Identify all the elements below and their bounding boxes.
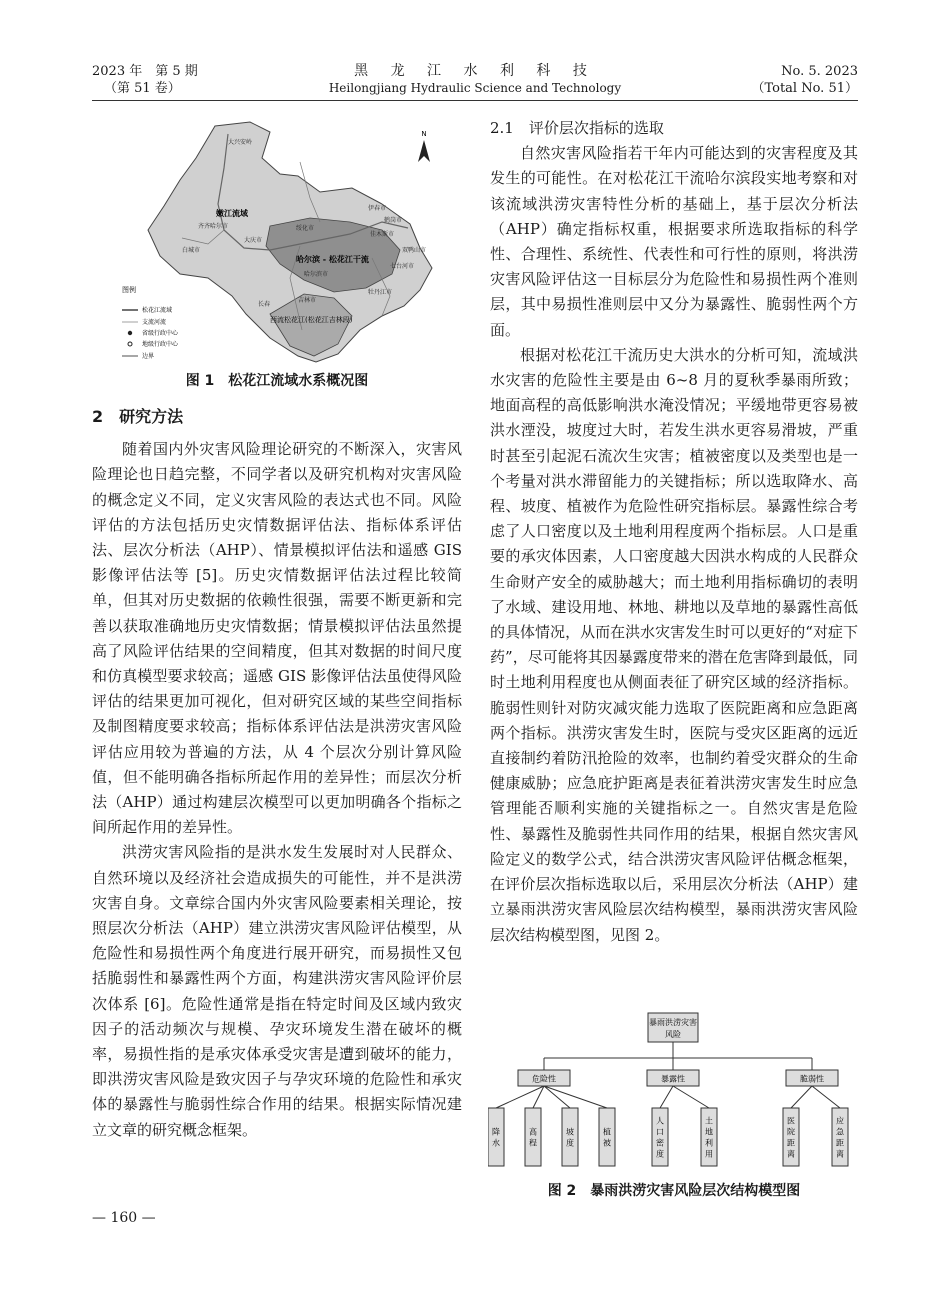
figure1-caption: 图 1 松花江流域水系概况图 — [185, 373, 369, 389]
section-2 — [92, 404, 462, 1143]
city-label: 白城市 — [182, 247, 201, 254]
indicator-label: 坡度 — [566, 1127, 574, 1148]
page-number: — 160 — — [92, 1210, 156, 1226]
issue-year: 2023 年 第 5 期 — [92, 64, 198, 79]
city-label: 哈尔滨市 — [304, 271, 329, 278]
issue-volume: （第 51 卷） — [104, 81, 181, 96]
indicator-label: 土地利用 — [705, 1116, 713, 1159]
criteria-label: 危险性 — [532, 1074, 556, 1084]
issue-number: No. 5. 2023 — [781, 64, 858, 79]
region-label-nenjiang: 嫩江流域 — [216, 209, 248, 218]
city-label: 齐齐哈尔市 — [198, 223, 229, 230]
figure2-caption: 图 2 暴雨洪涝灾害风险层次结构模型图 — [547, 1183, 801, 1199]
north-arrow — [418, 130, 430, 162]
indicator-node — [599, 1108, 615, 1166]
legend-item: 边界 — [142, 353, 155, 360]
section-2-1-paragraph-2: 根据对松花江干流历史大洪水的分析可知，流域洪水灾害的危险性主要是由 6~8 月的夏秋季暴雨所致；地面高程的高低影响洪水淹没情况；平缓地带更容易被洪水湮没，坡度过大时，若发生洪水更容易滑坡，严重时甚至引起泥石流次生灾害；植被密度以及类型也是一个考量对洪水滞留能力的关键指标；所以选取降水、高程、坡度、植被作为危险性研究指标层。暴露性综合考虑了人口密度以及土地利用程度两个指标层。人口是重要的承灾体因素，人口密度越大因洪水构成的人民群众生命财产安全的威胁越大；而土地利用指标确切的表明了水域、建设用地、林地、耕地以及草地的暴露性高低的具体情况，从而在洪水灾害发生时可以更好的“对症下药”，尽可能将其因暴露度带来的潜在危害降到最低，同时土地利用程度也从侧面表征了研究区域的经济指标。脆弱性则针对防灾减灾能力选取了医院距离和应急距离两个指标。洪涝灾害发生时，医院与受灾区距离的远近直接制约着防汛抢险的效率，也制约着受灾群众的生命健康威胁；应急庇护距离是表征着洪涝灾害发生时应急管理能否顺利实施的关键指标之一。自然灾害是危险性、暴露性及脆弱性共同作用的结果，根据自然灾害风险定义的数学公式，结合洪涝灾害风险评估概念框架，在评价层次指标选取以后，采用层次分析法（AHP）建立暴雨洪涝灾害风险层次结构模型，暴雨洪涝灾害风险层次结构模型图，见图 2。 — [490, 345, 858, 944]
city-label: 七台河市 — [390, 263, 415, 270]
indicator-label: 植被 — [603, 1127, 611, 1148]
criteria-label: 暴露性 — [661, 1074, 685, 1084]
city-label: 大兴安岭 — [228, 139, 253, 146]
legend-title: 图例 — [122, 286, 136, 294]
indicator-node — [488, 1108, 504, 1166]
legend-item: 支流河流 — [142, 319, 167, 326]
root-label: 风险 — [665, 1030, 681, 1039]
city-label: 鹤岗市 — [384, 217, 403, 224]
city-label: 双鸭山市 — [402, 247, 427, 254]
journal-title-en: Heilongjiang Hydraulic Science and Technology — [328, 81, 622, 95]
section-2-paragraph-2: 洪涝灾害风险指的是洪水发生发展时对人民群众、自然环境以及经济社会造成损失的可能性，并不是洪涝灾害自身。文章综合国内外灾害风险要素相关理论，按照层次分析法（AHP）建立洪涝灾害风险评估模型，从危险性和易损性两个角度进行展开研究，而易损性又包括脆弱性和暴露性两个方面，构建洪涝灾害风险评价层次体系 [6]。危险性通常是指在特定时间及区域内致灾因子的活动频次与规模、孕灾环境发生潜在破坏的概率，易损性指的是承灾体承受灾害是遭到破坏的能力，即洪涝灾害风险是致灾因子与孕灾环境的危险性和承灾体的暴露性与脆弱性综合作用的结果。根据实际情况建立文章的研究概念框架。 — [92, 843, 462, 1139]
journal-number — [751, 63, 858, 97]
section-2-1 — [490, 116, 858, 948]
legend-item: 松花江流域 — [142, 307, 173, 314]
city-label: 长春 — [258, 301, 271, 308]
city-label: 大庆市 — [244, 237, 263, 244]
city-label: 吉林市 — [298, 297, 317, 304]
indicator-label: 高程 — [529, 1127, 537, 1148]
header-rule — [92, 100, 858, 101]
section-2-1-paragraph-1: 自然灾害风险指若干年内可能达到的灾害程度及其发生的可能性。在对松花江干流哈尔滨段实地考察和对该流域洪涝灾害特性分析的基础上，基于层次分析法（AHP）确定指标权重，根据要求所选取指标的科学性、合理性、系统性、代表性和可行性的原则，将洪涝灾害风险评估这一目标层分为危险性和易损性两个准则层，其中易损性准则层中又分为暴露性、脆弱性两个方面。 — [490, 144, 858, 339]
city-label: 绥化市 — [296, 225, 315, 232]
legend-item: 地级行政中心 — [142, 341, 179, 348]
indicator-node — [562, 1108, 578, 1166]
indicator-label: 医院距离 — [787, 1116, 795, 1159]
indicator-label: 应急距离 — [836, 1116, 844, 1159]
criteria-label: 脆弱性 — [800, 1074, 824, 1084]
hierarchy-diagram — [488, 1010, 858, 1180]
region-label-jilin: 西流松花江(松花江吉林段) — [270, 316, 353, 324]
city-label: 伊春市 — [368, 205, 387, 212]
basin-map — [120, 118, 460, 366]
section-2-heading: 2 研究方法 — [92, 407, 184, 426]
indicator-label: 人口密度 — [656, 1116, 664, 1159]
section-2-1-heading: 2.1 评价层次指标的选取 — [490, 119, 664, 137]
legend-item: 省级行政中心 — [142, 330, 179, 337]
svg-text:N: N — [421, 130, 427, 138]
map-legend — [122, 285, 179, 360]
indicator-node — [525, 1108, 541, 1166]
city-label: 牡丹江市 — [368, 289, 393, 296]
region-label-main: 哈尔滨 - 松花江干流 — [296, 255, 369, 264]
city-label: 佳木斯市 — [370, 231, 395, 238]
section-2-paragraph-1: 随着国内外灾害风险理论研究的不断深入，灾害风险理论也日趋完整，不同学者以及研究机构对灾害风险的概念定义不同，定义灾害风险的表达式也不同。风险评估的方法包括历史灾情数据评估法、指标体系评估法、层次分析法（AHP）、情景模拟评估法和遥感 GIS 影像评估法等 [5]。历史灾情数据评估法过程比较简单，但其对历史数据的依赖性很强，需要不断更新和完善以获取准确地历史灾情数据；情景模拟评估法虽然提高了风险评估结果的空间精度，但其对数据的时间尺度和仿真模型要求较高；遥感 GIS 影像评估法虽使得风险评估的结果更加可视化，但对研究区域的某些空间指标及制图精度要求较高；指标体系评估法是洪涝灾害风险评估应用较为普遍的方法，从 4 个层次分别计算风险值，但不能明确各指标所起作用的差异性；而层次分析法（AHP）通过构建层次模型可以更加明确各个指标之间所起作用的差异性。 — [92, 440, 462, 837]
journal-title-cn: 黑 龙 江 水 利 科 技 — [354, 63, 596, 79]
indicator-label: 降水 — [492, 1127, 500, 1148]
issue-total: （Total No. 51） — [751, 81, 858, 96]
root-node — [648, 1013, 698, 1042]
root-label: 暴雨洪涝灾害 — [649, 1018, 697, 1027]
